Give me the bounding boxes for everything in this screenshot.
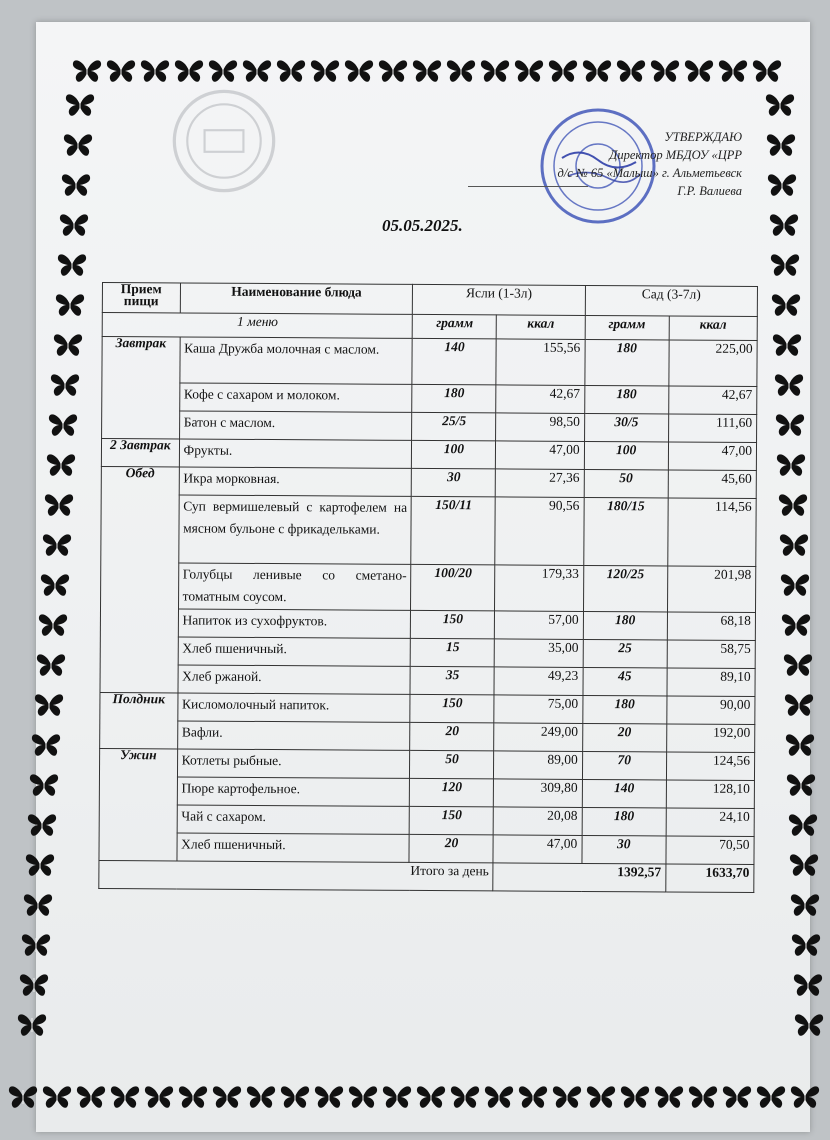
- dish-name: Напиток из сухофруктов.: [178, 609, 411, 638]
- nursery-kcal: 249,00: [494, 723, 582, 752]
- butterfly-icon: [552, 1084, 582, 1110]
- garden-kcal: 24,10: [666, 808, 754, 837]
- menu-date: 05.05.2025.: [382, 216, 463, 235]
- butterfly-icon: [684, 58, 714, 84]
- butterfly-icon: [766, 132, 796, 158]
- butterfly-icon: [548, 58, 578, 84]
- table-row: [100, 636, 755, 668]
- butterfly-icon: [44, 492, 74, 518]
- butterfly-icon: [791, 932, 821, 958]
- butterfly-icon: [76, 1084, 106, 1110]
- butterfly-icon: [212, 1084, 242, 1110]
- butterfly-icon: [25, 852, 55, 878]
- butterfly-icon: [778, 492, 808, 518]
- butterfly-icon: [27, 812, 57, 838]
- nursery-gram-header: грамм: [413, 314, 497, 339]
- garden-gram: 120/25: [583, 565, 667, 612]
- butterfly-icon: [29, 772, 59, 798]
- nursery-gram: 120: [410, 778, 494, 807]
- butterfly-icon: [38, 612, 68, 638]
- butterfly-icon: [518, 1084, 548, 1110]
- table-row: [99, 748, 754, 780]
- dish-name: Фрукты.: [179, 439, 412, 468]
- butterfly-icon: [23, 892, 53, 918]
- table-row: [100, 608, 755, 640]
- dish-name: Хлеб пшеничный.: [178, 637, 411, 666]
- butterfly-icon: [61, 172, 91, 198]
- butterfly-icon: [794, 1012, 824, 1038]
- butterfly-icon: [514, 58, 544, 84]
- butterfly-icon: [756, 1084, 786, 1110]
- garden-gram-header: грамм: [585, 315, 669, 340]
- butterfly-icon: [775, 412, 805, 438]
- dish-name: Чай с сахаром.: [177, 805, 410, 834]
- dish-name: Пюре картофельное.: [177, 777, 410, 806]
- garden-gram: 180: [584, 385, 668, 414]
- table-row: [100, 720, 755, 752]
- garden-gram: 180: [583, 611, 667, 640]
- butterfly-icon: [781, 612, 811, 638]
- butterfly-icon: [344, 58, 374, 84]
- butterfly-icon: [21, 932, 51, 958]
- butterfly-icon: [382, 1084, 412, 1110]
- garden-gram: 180: [585, 339, 669, 386]
- butterfly-icon: [246, 1084, 276, 1110]
- dish-name: Котлеты рыбные.: [177, 749, 410, 778]
- butterfly-icon: [616, 58, 646, 84]
- butterfly-icon: [50, 372, 80, 398]
- approval-name: Г.Р. Валиева: [677, 184, 742, 198]
- meal-header: Прием пищи: [102, 283, 180, 313]
- nursery-gram: 25/5: [412, 412, 496, 441]
- butterfly-icon: [348, 1084, 378, 1110]
- butterfly-icon: [57, 252, 87, 278]
- table-row: [100, 692, 755, 724]
- butterfly-icon: [174, 58, 204, 84]
- garden-gram: 180/15: [583, 497, 667, 566]
- table-row: [99, 776, 754, 808]
- butterfly-icon: [788, 812, 818, 838]
- garden-gram: 20: [582, 723, 666, 752]
- dish-name: Кофе с сахаром и молоком.: [179, 383, 412, 412]
- butterfly-icon: [40, 572, 70, 598]
- nursery-kcal: 89,00: [494, 751, 582, 780]
- butterfly-icon: [106, 58, 136, 84]
- meal-name: Завтрак: [102, 337, 180, 439]
- garden-gram: 180: [583, 695, 667, 724]
- nursery-gram: 100: [412, 440, 496, 469]
- dish-name: Вафли.: [177, 721, 410, 750]
- butterfly-icon: [776, 452, 806, 478]
- butterfly-icon: [774, 372, 804, 398]
- table-row: [101, 562, 756, 612]
- butterfly-icon: [17, 1012, 47, 1038]
- nursery-gram: 20: [410, 722, 494, 751]
- butterfly-icon: [772, 332, 802, 358]
- garden-gram: 25: [583, 639, 667, 668]
- faded-stamp-icon: [170, 85, 278, 197]
- dish-name: Икра морковная.: [179, 467, 412, 496]
- butterfly-icon: [770, 252, 800, 278]
- garden-kcal-header: ккал: [669, 316, 757, 341]
- garden-kcal: 124,56: [666, 752, 754, 781]
- butterfly-icon: [59, 212, 89, 238]
- meal-name: Обед: [100, 466, 179, 692]
- butterfly-icon: [280, 1084, 310, 1110]
- approval-block: [482, 128, 742, 200]
- nursery-gram: 100/20: [411, 564, 495, 611]
- garden-kcal: 89,10: [667, 668, 755, 697]
- butterfly-icon: [779, 532, 809, 558]
- butterfly-icon: [688, 1084, 718, 1110]
- butterfly-icon: [480, 58, 510, 84]
- nursery-gram: 35: [410, 666, 494, 695]
- butterfly-icon: [36, 652, 66, 678]
- butterfly-icon: [620, 1084, 650, 1110]
- garden-kcal: 45,60: [668, 470, 756, 499]
- butterfly-icon: [63, 132, 93, 158]
- garden-gram: 100: [584, 441, 668, 470]
- butterfly-icon: [786, 772, 816, 798]
- garden-gram: 140: [582, 779, 666, 808]
- butterfly-icon: [484, 1084, 514, 1110]
- nursery-kcal: 98,50: [496, 413, 584, 442]
- garden-kcal: 225,00: [669, 340, 758, 387]
- approval-title: УТВЕРЖДАЮ: [664, 130, 742, 144]
- menu-title: 1 меню: [102, 313, 413, 339]
- garden-kcal: 58,75: [667, 640, 755, 669]
- dish-name: Хлеб пшеничный.: [177, 833, 410, 862]
- nursery-gram: 140: [412, 338, 496, 385]
- meal-name: Ужин: [99, 748, 177, 860]
- dish-name: Каша Дружба молочная с маслом.: [179, 337, 412, 384]
- butterfly-icon: [722, 1084, 752, 1110]
- butterfly-icon: [793, 972, 823, 998]
- nursery-kcal: 27,36: [496, 469, 584, 498]
- butterfly-icon: [314, 1084, 344, 1110]
- dish-name: Батон с маслом.: [179, 411, 412, 440]
- nursery-kcal: 57,00: [495, 611, 583, 640]
- butterfly-icon: [48, 412, 78, 438]
- butterfly-icon: [140, 58, 170, 84]
- butterfly-icon: [310, 58, 340, 84]
- garden-kcal: 111,60: [668, 414, 756, 443]
- butterfly-icon: [34, 692, 64, 718]
- garden-gram: 70: [582, 751, 666, 780]
- butterfly-icon: [19, 972, 49, 998]
- garden-gram: 30/5: [584, 413, 668, 442]
- nursery-kcal: 49,23: [494, 667, 582, 696]
- nursery-kcal: 179,33: [495, 565, 584, 612]
- nursery-gram: 20: [409, 834, 493, 863]
- meal-name: Полдник: [100, 692, 178, 748]
- butterfly-icon: [767, 172, 797, 198]
- garden-gram: 45: [583, 667, 667, 696]
- nursery-kcal: 309,80: [494, 779, 582, 808]
- butterfly-icon: [446, 58, 476, 84]
- butterfly-icon: [378, 58, 408, 84]
- butterfly-icon: [208, 58, 238, 84]
- butterfly-icon: [769, 212, 799, 238]
- nursery-kcal: 20,08: [494, 807, 582, 836]
- butterfly-icon: [450, 1084, 480, 1110]
- butterfly-icon: [586, 1084, 616, 1110]
- nursery-gram: 15: [411, 638, 495, 667]
- butterfly-icon: [55, 292, 85, 318]
- garden-header: Сад (3-7л): [585, 285, 757, 316]
- butterfly-icon: [42, 532, 72, 558]
- nursery-kcal: 42,67: [496, 385, 584, 414]
- signature-line: [468, 186, 588, 187]
- butterfly-icon: [46, 452, 76, 478]
- butterfly-icon: [53, 332, 83, 358]
- table-row: [101, 439, 756, 471]
- nursery-kcal: 155,56: [496, 339, 585, 386]
- garden-gram: 30: [582, 835, 666, 864]
- butterfly-icon: [242, 58, 272, 84]
- nursery-header: Ясли (1-3л): [413, 284, 585, 315]
- butterfly-icon: [412, 58, 442, 84]
- dish-name: Суп вермишелевый с картофелем на мясном бульоне с фрикадельками.: [178, 495, 411, 564]
- butterfly-icon: [771, 292, 801, 318]
- garden-kcal: 42,67: [668, 386, 756, 415]
- nursery-gram: 180: [412, 384, 496, 413]
- approval-institution: д/с № 65 «Малыш» г. Альметьевск: [557, 166, 742, 180]
- butterfly-icon: [654, 1084, 684, 1110]
- butterfly-icon: [65, 92, 95, 118]
- butterfly-icon: [72, 58, 102, 84]
- nursery-kcal: 47,00: [496, 441, 584, 470]
- butterfly-icon: [784, 692, 814, 718]
- butterfly-icon: [790, 892, 820, 918]
- butterfly-icon: [276, 58, 306, 84]
- table-row: [101, 466, 756, 498]
- nursery-kcal-header: ккал: [497, 315, 585, 340]
- butterfly-icon: [144, 1084, 174, 1110]
- dish-name: Кисломолочный напиток.: [177, 693, 410, 722]
- butterfly-icon: [650, 58, 680, 84]
- garden-gram: 180: [582, 807, 666, 836]
- nursery-kcal: 47,00: [493, 835, 581, 864]
- nursery-gram: 150: [410, 806, 494, 835]
- butterfly-icon: [178, 1084, 208, 1110]
- butterfly-icon: [31, 732, 61, 758]
- garden-kcal: 68,18: [667, 612, 755, 641]
- garden-kcal: 201,98: [667, 566, 756, 613]
- butterfly-icon: [8, 1084, 38, 1110]
- table-row: [102, 337, 757, 387]
- butterfly-icon: [765, 92, 795, 118]
- approval-director: Директор МБДОУ «ЦРР: [609, 148, 742, 162]
- table-row: [99, 804, 754, 836]
- butterfly-icon: [416, 1084, 446, 1110]
- butterfly-icon: [785, 732, 815, 758]
- butterfly-icon: [110, 1084, 140, 1110]
- total-label: Итого за день: [99, 860, 494, 890]
- total-garden: 1633,70: [666, 864, 754, 893]
- butterfly-icon: [790, 1084, 820, 1110]
- butterfly-icon: [752, 58, 782, 84]
- garden-kcal: 128,10: [666, 780, 754, 809]
- table-row: [99, 832, 754, 864]
- nursery-gram: 150: [411, 610, 495, 639]
- garden-kcal: 90,00: [667, 696, 755, 725]
- meal-name: 2 Завтрак: [101, 439, 179, 467]
- butterfly-icon: [42, 1084, 72, 1110]
- butterfly-icon: [789, 852, 819, 878]
- dish-name: Голубцы ленивые со сметано-томатным соусом.: [178, 563, 411, 610]
- butterfly-icon: [783, 652, 813, 678]
- garden-kcal: 70,50: [666, 836, 754, 865]
- garden-gram: 50: [584, 469, 668, 498]
- nursery-kcal: 90,56: [495, 497, 584, 566]
- nursery-kcal: 75,00: [494, 695, 582, 724]
- menu-table: [98, 282, 758, 893]
- dish-name: Хлеб ржаной.: [178, 665, 411, 694]
- table-row: [102, 411, 757, 443]
- butterfly-icon: [780, 572, 810, 598]
- table-row: [102, 383, 757, 415]
- butterfly-icon: [718, 58, 748, 84]
- garden-kcal: 192,00: [666, 724, 754, 753]
- total-nursery: 1392,57: [493, 863, 665, 892]
- table-row: [101, 494, 756, 566]
- nursery-gram: 30: [412, 468, 496, 497]
- dish-header: Наименование блюда: [180, 283, 413, 314]
- garden-kcal: 114,56: [667, 498, 756, 567]
- nursery-kcal: 35,00: [495, 639, 583, 668]
- garden-kcal: 47,00: [668, 442, 756, 471]
- nursery-gram: 150/11: [411, 496, 495, 565]
- nursery-gram: 50: [410, 750, 494, 779]
- butterfly-icon: [582, 58, 612, 84]
- nursery-gram: 150: [410, 694, 494, 723]
- table-row: [100, 664, 755, 696]
